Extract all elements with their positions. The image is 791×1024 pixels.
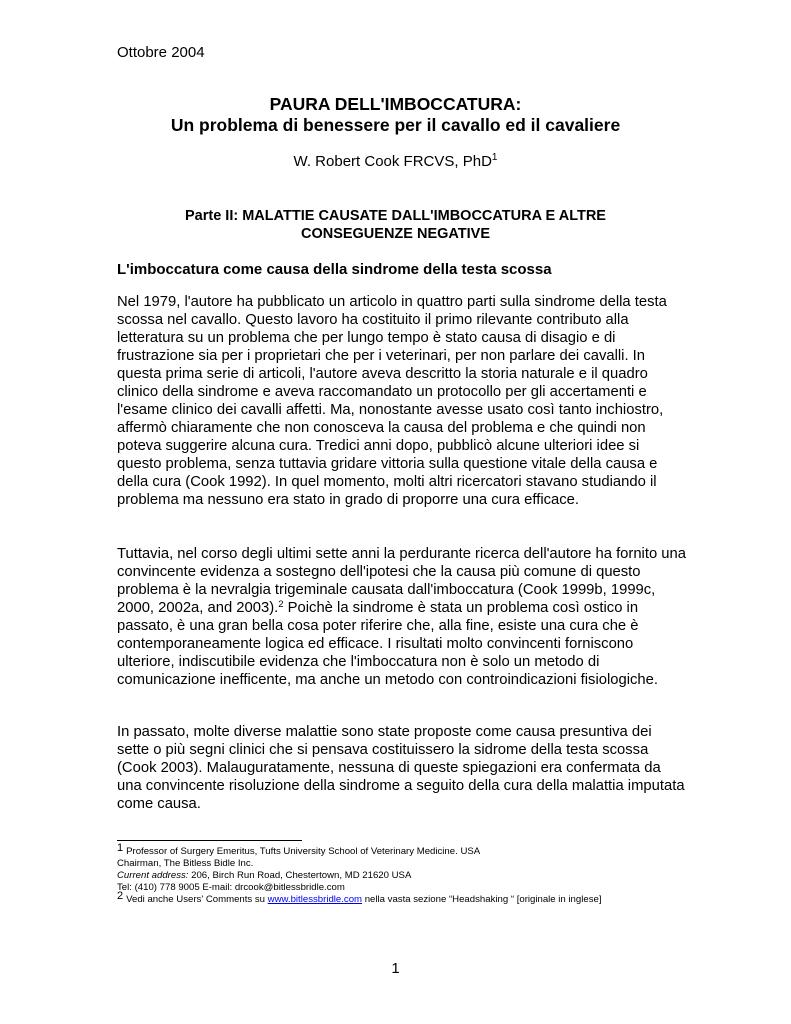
document-title	[0, 94, 791, 136]
author-name: W. Robert Cook FRCVS, PhD	[293, 153, 492, 170]
part-heading-line-1: Parte II: MALATTIE CAUSATE DALL'IMBOCCATURA E ALTRE	[185, 208, 606, 224]
footnotes	[117, 842, 717, 906]
document-date: Ottobre 2004	[117, 44, 205, 61]
footnote-2-mark: 2	[278, 599, 284, 610]
paragraph-1: Nel 1979, l'autore ha pubblicato un articolo in quattro parti sulla sindrome della testa scossa nel cavallo. Questo lavoro ha costituito il primo rilevante contributo alla letteratura su un problema che per lungo tempo è stato causa di disagio e di frustrazione sia per i proprietari che per i veterinari, per non parlare dei cavalli. In questa prima serie di articoli, l'autore aveva descritto la storia naturale e il quadro clinico della sindrome e aveva raccomandato un protocollo per gli accertamenti e l'esame clinico dei cavalli affetti. Ma, nonostante avesse usato così tanto inchiostro, affermò chiaramente che non conosceva la causa del problema e che quindi non poteva suggerire alcuna cura. Tredici anni dopo, pubblicò alcune ulteriori idee si questo problema, senza tuttavia gridare vittoria sulla questione vitale della causa e della cura (Cook 1992). In quel momento, molti altri ricercatori stavano studiando il problema ma nessuno era stato in grado di proporre una cura efficace.	[117, 294, 667, 508]
section-heading: L'imboccatura come causa della sindrome della testa scossa	[117, 261, 552, 278]
footnote-1-line-1	[117, 842, 717, 858]
footnote-2-line	[117, 890, 717, 906]
page-number: 1	[391, 960, 400, 977]
paragraph-2-text-after: Poichè la sindrome è stata un problema così ostico in passato, è una gran bella cosa poter riferire che, alla fine, esiste una cura che è contemporaneamente logica ed efficace. I risultati molto convincenti forniscono ulteriore, indiscutibile evidenza che l'imboccatura non è solo un metodo di comunicazione inefficente, ma anche un metodo con controindicazioni fisiologiche.	[117, 600, 658, 688]
title-line-1: PAURA DELL'IMBOCCATURA:	[269, 94, 522, 114]
part-heading	[0, 207, 791, 243]
paragraph-2	[117, 545, 687, 689]
paragraph-3: In passato, molte diverse malattie sono state proposte come causa presuntiva dei sette o più segni clinici che si pensava costituissero la sidrome della testa scossa (Cook 2003). Malauguratamente, nessuna di queste spiegazioni era confermata da una convincente risoluzione della sindrome a seguito della cura della malattia imputata come causa.	[117, 724, 685, 812]
bitlessbridle-link[interactable]: www.bitlessbridle.com	[267, 894, 363, 905]
footnote-2-note-mark: 2	[117, 890, 124, 902]
footnote-1-contact: Tel: (410) 778 9005 E-mail: drcook@bitlessbridle.com	[117, 882, 345, 893]
author-line	[0, 153, 791, 170]
address-value: 206, Birch Run Road, Chestertown, MD 21620 USA	[188, 870, 412, 881]
part-heading-line-2: CONSEGUENZE NEGATIVE	[300, 226, 491, 242]
footnote-1-line-2: Chairman, The Bitless Bidle Inc.	[117, 858, 254, 869]
footnote-2-text-after: nella vasta sezione “Headshaking “ [originale in inglese]	[362, 894, 602, 905]
title-line-2: Un problema di benessere per il cavallo ed il cavaliere	[170, 115, 621, 135]
footnote-divider	[117, 840, 302, 841]
footnote-1-affiliation: Professor of Surgery Emeritus, Tufts University School of Veterinary Medicine. USA	[126, 846, 481, 857]
author-footnote-mark: 1	[491, 152, 498, 163]
footnote-1-mark: 1	[117, 842, 124, 854]
footnote-1-address	[117, 870, 717, 882]
footnote-2-text-before: Vedi anche Users' Comments su	[126, 894, 268, 905]
address-label: Current address:	[117, 870, 189, 881]
paragraph-2-text-before: Tuttavia, nel corso degli ultimi sette anni la perdurante ricerca dell'autore ha fornito una convincente evidenza a sostegno dell'ipotesi che la causa più comune di questo problema è la nevralgia trigeminale causata dall'imboccatura (Cook 1999b, 1999c, 2000, 2002a, and 2003).	[117, 546, 686, 616]
